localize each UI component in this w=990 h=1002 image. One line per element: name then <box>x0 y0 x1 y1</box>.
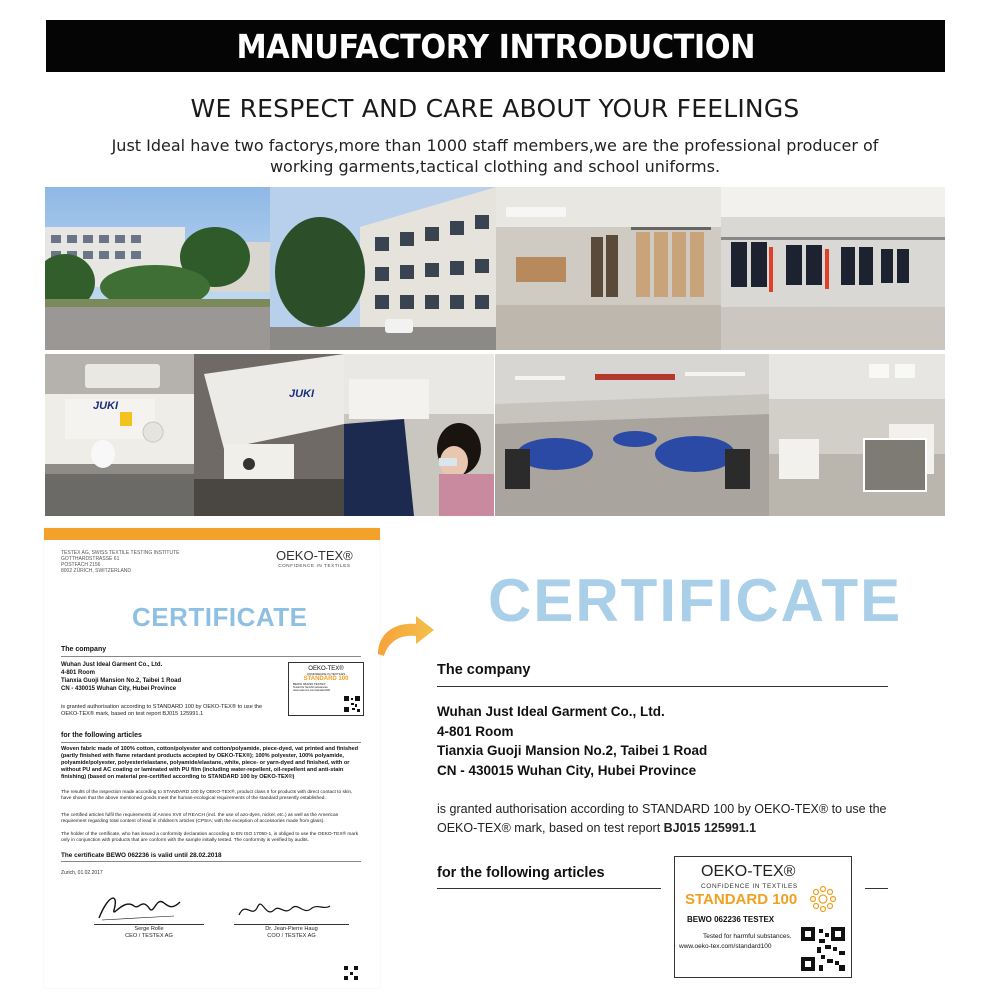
header-banner <box>46 20 945 72</box>
place-date: Zurich, 01.02.2017 <box>61 870 103 876</box>
reach-paragraph: The certified articles fulfil the requirements of Annex XVII of REACH (incl. the use of azo-dyes, nickel, etc.) as well as the American requirement regarding total content of lead in children's articles (CPSIA; with the exception of accessories made from glass). <box>61 813 339 824</box>
intro-text: Just Ideal have two factorys,more than 1000 staff members,we are the professional producer of working garments,tactical clothing and school uniforms. <box>111 136 879 176</box>
company-line: 4-801 Room <box>61 670 96 676</box>
photo-sewing-machine-1 <box>45 354 194 516</box>
signatory-2-name: Dr. Jean-Pierre Haug <box>265 926 318 932</box>
photo-factory-building-1 <box>45 187 270 350</box>
certificate-title-small: CERTIFICATE <box>132 602 308 632</box>
seal-url: www.oeko-tex.com/standard100 <box>293 689 330 692</box>
company-line: Tianxia Guoji Mansion No.2, Taibei 1 Road <box>61 678 182 684</box>
seal-logo: OEKO-TEX® <box>308 666 344 672</box>
photo-garment-showroom <box>496 187 721 350</box>
company-heading-large: The company <box>437 662 531 678</box>
juki-logo-1: JUKI <box>93 400 119 412</box>
juki-logo-2: JUKI <box>289 388 315 400</box>
certificate-document <box>44 528 380 988</box>
photo-workshop-hall-1 <box>495 354 769 516</box>
articles-heading-small: for the following articles <box>61 732 142 739</box>
signatory-1-name: Serge Rolle <box>134 926 164 932</box>
authorisation-line-2 <box>437 819 886 838</box>
seal-standard-large: STANDARD 100 <box>685 891 798 908</box>
oeko-tex-seal-small <box>288 662 364 716</box>
authorisation-line-1: is granted authorisation according to STANDARD 100 by OEKO-TEX® to use the <box>437 802 887 816</box>
curved-arrow-icon <box>372 612 438 658</box>
inspection-paragraph: The results of the inspection made according to STANDARD 100 by OEKO-TEX®, product class II for products with direct contact to skin, have shown that the above mentioned goods meet the human-ecological requirements of the standard presently established. <box>61 790 353 801</box>
seal-code: BEWO 062236 TESTEX <box>293 682 326 686</box>
signatory-2-title: COO / TESTEX AG <box>267 933 316 939</box>
authorisation-line-2-text: OEKO-TEX® mark, based on test report <box>437 821 664 835</box>
seal-url-large: www.oeko-tex.com/standard100 <box>679 943 772 950</box>
photo-factory-building-2 <box>270 187 496 350</box>
test-report-number: BJ015 125991.1 <box>663 821 757 835</box>
lab-address-line: POSTFACH 2156 <box>61 562 101 568</box>
oeko-tex-logo-sub: CONFIDENCE IN TEXTILES <box>278 563 351 568</box>
signatory-1-title: CEO / TESTEX AG <box>125 933 173 939</box>
seal-code-large: BEWO 062236 TESTEX <box>687 915 775 924</box>
company-line: CN - 430015 Wuhan City, Hubei Province <box>61 686 177 692</box>
seal-logo-large: OEKO-TEX® <box>701 863 796 880</box>
seal-tested-large: Tested for harmful substances. <box>703 933 792 940</box>
company-city-large: CN - 430015 Wuhan City, Hubei Province <box>437 762 697 778</box>
qr-code-icon <box>344 966 358 980</box>
photo-worker-sewing <box>344 354 494 516</box>
company-heading-small: The company <box>61 646 107 653</box>
company-street-large: Tianxia Guoji Mansion No.2, Taibei 1 Road <box>437 743 708 758</box>
signature-1-icon <box>94 888 184 928</box>
certificate-top-bar <box>44 528 380 540</box>
tagline: WE RESPECT AND CARE ABOUT YOUR FEELINGS <box>190 94 800 123</box>
seal-tested: Tested for harmful substances. <box>293 686 329 689</box>
seal-sub-large: CONFIDENCE IN TEXTILES <box>701 883 798 890</box>
articles-heading-large: for the following articles <box>437 865 605 881</box>
company-line: Wuhan Just Ideal Garment Co., Ltd. <box>61 662 163 668</box>
articles-text-small: Woven fabric made of 100% cotton, cotton/polyester and cotton/polyamide, piece-dyed, vat printed and finished (partly finished with flame retardant products accepted by OEKO-TEX®); 100% polyester, 100% polyamide, polyamide/polyester, polyester/elastane, polyamide/elastane, white, piece- or yarn-dyed and finished, with or without PU and AC coating or laminated with PU film (including water-repellent, oil-repellent and anti-stain finishing) (based on material pre-certified according to STANDARD 100 by OEKO-TEX®) <box>61 746 359 780</box>
oeko-tex-seal-large <box>674 856 852 978</box>
photo-hanging-line <box>721 187 945 350</box>
lab-address-line: 8002 ZÜRICH, SWITZERLAND <box>61 568 132 574</box>
holder-paragraph: The holder of the certificate, who has issued a conformity declaration according to EN ISO 17050-1, is obliged to use the OEKO-TEX® mark only in conjunction with products that are conform with the sample initially tested. The conformity is verified by audits. <box>61 832 359 843</box>
company-room-large: 4-801 Room <box>437 723 514 739</box>
qr-code-icon <box>344 696 360 712</box>
qr-code-icon <box>801 927 845 971</box>
certificate-title-large: CERTIFICATE <box>488 567 903 634</box>
validity-line: The certificate BEWO 062236 is valid until 28.02.2018 <box>61 852 222 859</box>
lab-address-line: GOTTHARDSTRASSE 61 <box>61 556 120 562</box>
photo-sewing-machine-2 <box>194 354 344 516</box>
company-name-large: Wuhan Just Ideal Garment Co., Ltd. <box>437 704 665 719</box>
sunburst-icon <box>809 885 837 913</box>
banner-title: MANUFACTORY INTRODUCTION <box>236 26 755 66</box>
lab-address-line: TESTEX AG, SWISS TEXTILE TESTING INSTITUTE <box>61 550 180 556</box>
oeko-tex-logo: OEKO-TEX® <box>276 548 353 563</box>
seal-standard: STANDARD 100 <box>303 676 349 682</box>
photo-workshop-hall-2 <box>769 354 945 516</box>
seal-sub: CONFIDENCE IN TEXTILES <box>306 672 346 676</box>
authorisation-text-small: is granted authorisation according to STANDARD 100 by OEKO-TEX® to use the OEKO-TEX® mark, based on test report BJ015 125991.1 <box>61 704 263 717</box>
